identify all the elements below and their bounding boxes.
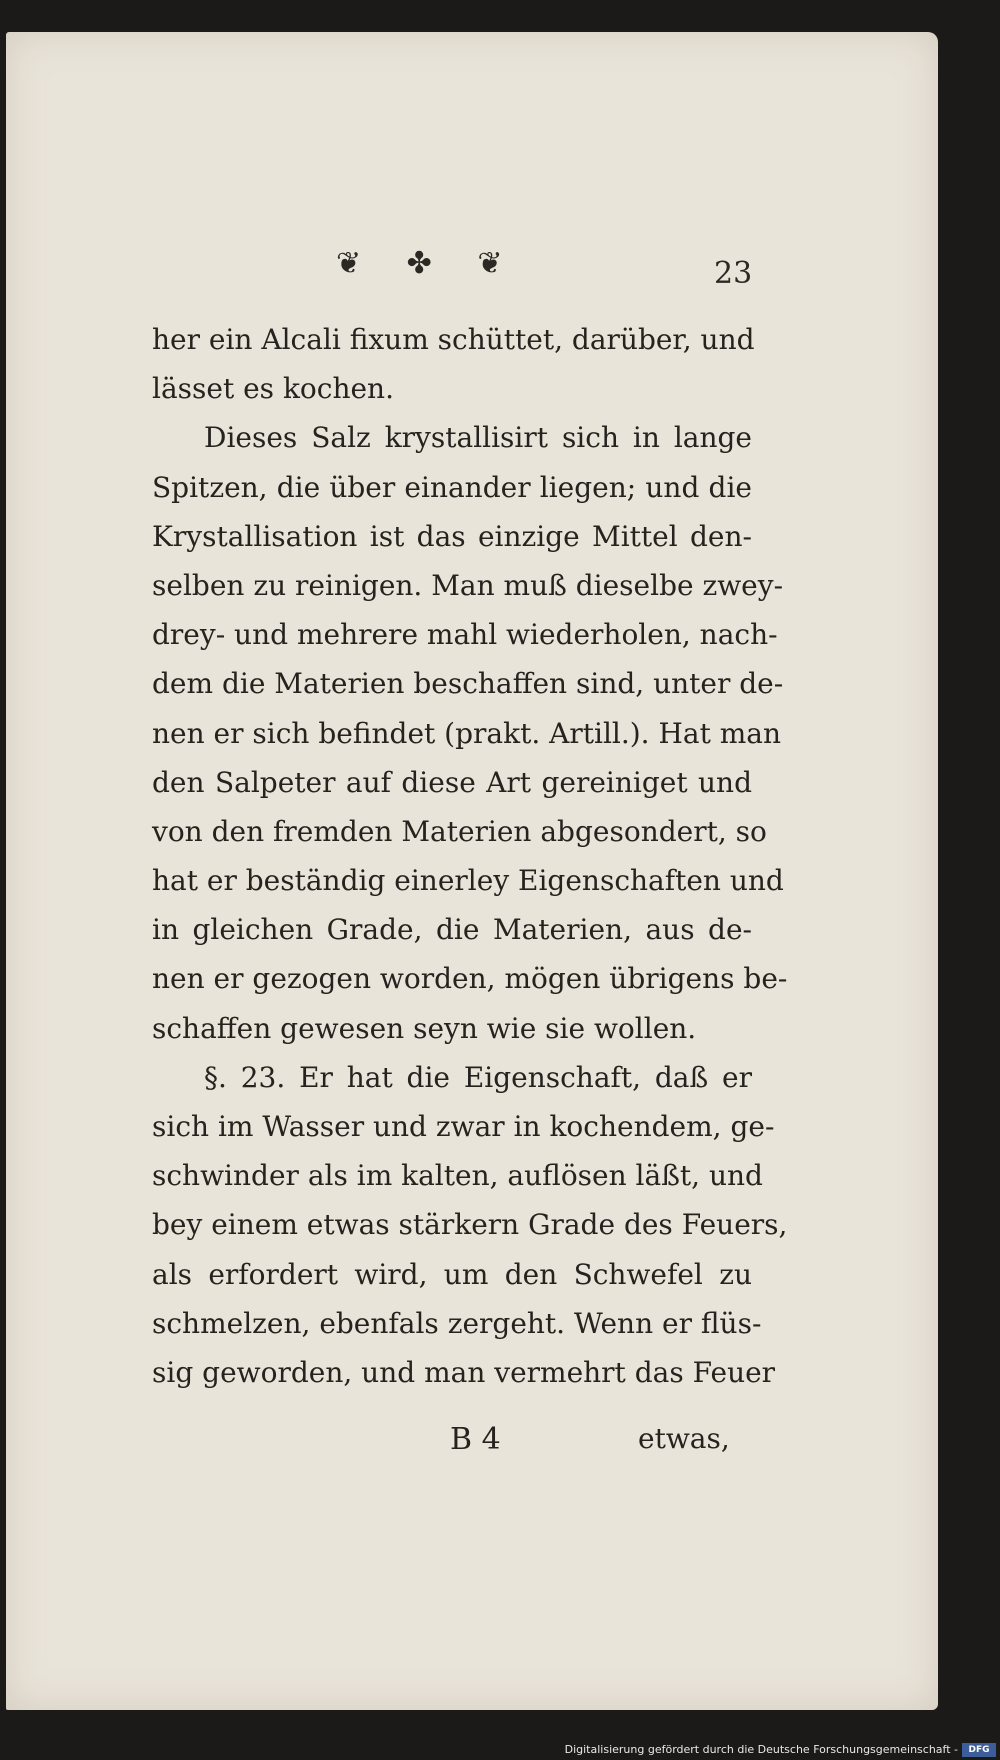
text-line: sich im Wasser und zwar in kochendem, ge- [152,1110,775,1143]
text-line: lässet es kochen. [152,372,394,406]
text-line: Dieses Salz krystallisirt sich in lange [204,421,752,455]
text-line: den Salpeter auf diese Art gereiniget und [152,765,752,799]
text-line: selben zu reinigen. Man muß dieselbe zwey- [152,568,784,602]
text-line: drey- und mehrere mahl wiederholen, nach- [152,618,778,652]
header-ornament: ❦ ✤ ❦ [336,246,521,281]
text-line: her ein Alcali fixum schüttet, darüber, und [152,323,755,356]
text-line: dem die Materien beschaffen sind, unter de- [152,667,784,701]
text-line: sig geworden, und man vermehrt das Feuer [152,1355,776,1389]
page-body-text [152,315,788,1397]
dfg-logo: DFG [962,1743,996,1757]
digitization-credit: Digitalisierung gefördert durch die Deutsche Forschungsgemeinschaft - [564,1743,958,1756]
text-line: §. 23. Er hat die Eigenschaft, daß er [204,1060,752,1094]
text-line: nen er sich befindet (prakt. Artill.). Hat man [152,716,782,750]
text-line: von den fremden Materien abgesondert, so [152,814,767,848]
text-line: hat er beständig einerley Eigenschaften und [152,864,784,898]
text-line: in gleichen Grade, die Materien, aus de- [152,913,752,947]
page-number: 23 [714,256,753,291]
text-line: schaffen gewesen seyn wie sie wollen. [152,1011,697,1045]
text-line: Spitzen, die über einander liegen; und die [152,470,752,504]
text-line: schmelzen, ebenfals zergeht. Wenn er flüs- [152,1306,762,1340]
text-line: bey einem etwas stärkern Grade des Feuers, [152,1208,788,1242]
book-page [6,32,938,1710]
text-line: als erfordert wird, um den Schwefel zu [152,1257,752,1291]
text-line: schwinder als im kalten, auflösen läßt, und [152,1159,763,1193]
signature-mark: B 4 [450,1422,501,1457]
catchword: etwas, [638,1422,730,1455]
text-line: nen er gezogen worden, mögen übrigens be- [152,962,788,996]
text-line: Krystallisation ist das einzige Mittel den- [152,519,752,553]
